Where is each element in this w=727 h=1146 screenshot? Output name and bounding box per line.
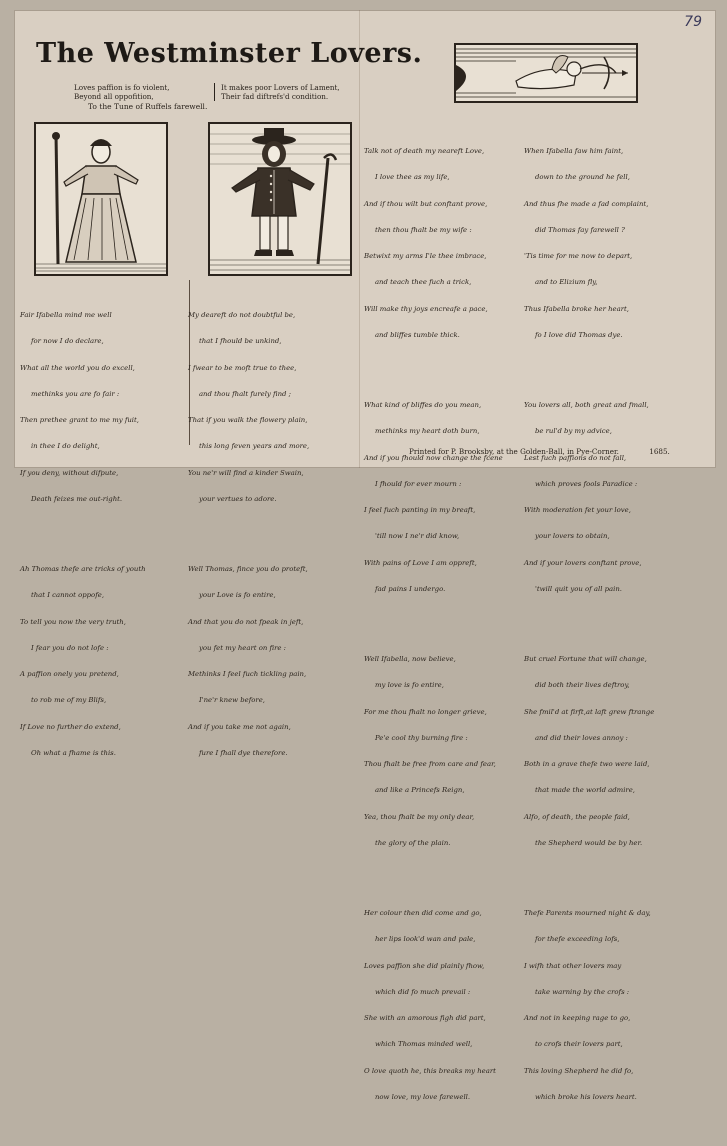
verse-line: that made the world admire,	[524, 786, 635, 795]
verse-line: You lovers all, both great and fmall,	[524, 401, 649, 409]
printer-text: Printed for P. Brooksby, at the Golden-Ball, in Pye-Corner.	[409, 447, 619, 456]
subtitle-right	[221, 83, 381, 101]
woodcut-woman	[34, 122, 168, 276]
verse-line: With moderation fet your love,	[524, 506, 631, 514]
stanza	[20, 294, 192, 522]
verse-column-1	[20, 276, 192, 802]
verse-line: And that you do not fpeak in jeft,	[188, 617, 304, 626]
verse-line: What kind of bliffes do you mean,	[364, 401, 482, 409]
man-figure-icon	[210, 124, 350, 274]
verse-line: 'Tis time for me now to depart,	[524, 252, 633, 260]
verse-line: which broke his lovers heart.	[524, 1092, 637, 1101]
verse-line: to rob me of my Blifs,	[20, 696, 107, 705]
subtitle-right-line: It makes poor Lovers of Lament,	[221, 83, 340, 92]
verse-line: I fwear to be moft true to thee,	[188, 363, 297, 372]
verse-line: which Thomas minded well,	[364, 1040, 473, 1049]
verse-line: She fmil'd at firft,at laft grew ftrange	[524, 707, 655, 716]
verse-line: which proves fools Paradice :	[524, 479, 638, 488]
verse-column-2	[188, 276, 358, 802]
verse-line: for now I do declare,	[20, 337, 104, 346]
subtitle-left	[74, 83, 204, 101]
verse-column-4	[524, 112, 694, 1146]
verse-line: the Shepherd would be by her.	[524, 838, 643, 847]
verse-line: I feel fuch panting in my breaft,	[364, 506, 476, 514]
verse-line: Well Ifabella, now believe,	[364, 655, 456, 663]
verse-line: and like a Princefs Reign,	[364, 786, 465, 795]
verse-line: and did their loves annoy :	[524, 733, 628, 742]
verse-line: O love quoth he, this breaks my heart	[364, 1066, 496, 1075]
verse-line: To tell you now the very truth,	[20, 617, 126, 626]
verse-line: then thou fhalt be my wife :	[364, 225, 472, 234]
verse-line: fure I fhall dye therefore.	[188, 748, 288, 757]
verse-line: And not in keeping rage to go,	[524, 1014, 631, 1022]
verse-line: Both in a grave thefe two were laid,	[524, 760, 650, 768]
stanza	[364, 892, 534, 1120]
verse-line: and teach thee fuch a trick,	[364, 278, 472, 287]
stanza	[524, 384, 694, 612]
fold-crease	[359, 10, 360, 468]
verse-line: With pains of Love I am oppreft,	[364, 558, 477, 567]
verse-line: 'till now I ne'r did know,	[364, 532, 460, 541]
subtitle-left-line: Loves paffion is fo violent,	[74, 83, 170, 92]
verse-line: Oh what a fhame is this.	[20, 748, 116, 757]
verse-line: She with an amorous figh did part,	[364, 1014, 486, 1022]
verse-column-3	[364, 112, 534, 1146]
verse-line: And if you take me not again,	[188, 722, 291, 731]
verse-line: and thou fhalt furely find ;	[188, 389, 291, 398]
verse-line: If Love no further do extend,	[20, 722, 121, 731]
verse-line: her lips look'd wan and pale,	[364, 935, 476, 944]
stanza	[20, 548, 192, 776]
verse-line: Ah Thomas thefe are tricks of youth	[20, 565, 146, 573]
stanza	[524, 130, 694, 358]
verse-line: Will make thy joys encreafe a pace,	[364, 304, 488, 313]
stanza	[364, 384, 534, 612]
verse-line: 'twill quit you of all pain.	[524, 584, 622, 593]
verse-line: and to Elizium fly,	[524, 278, 598, 287]
woodcut-cupid	[454, 43, 638, 103]
broadside-sheet	[14, 10, 716, 1101]
verse-line: I love thee as my life,	[364, 173, 450, 182]
verse-line: Pe'e cool thy burning fire :	[364, 733, 468, 742]
verse-line: Her colour then did come and go,	[364, 909, 482, 917]
verse-line: Betwixt my arms I'le thee imbrace,	[364, 252, 487, 260]
verse-line: For me thou fhalt no longer grieve,	[364, 707, 487, 716]
ballad-title: The Westminster Lovers.	[36, 38, 423, 69]
verse-line: Talk not of death my neareft Love,	[364, 147, 485, 155]
verse-line: which did fo much prevail :	[364, 987, 471, 996]
verse-line: did both their lives deftroy,	[524, 681, 630, 690]
verse-line: Thefe Parents mourned night & day,	[524, 909, 651, 917]
verse-line: A paffion onely you pretend,	[20, 670, 119, 678]
verse-line: you fet my heart on fire :	[188, 643, 286, 652]
verse-line: the glory of the plain.	[364, 838, 451, 847]
verse-line: Thou fhalt be free from care and fear,	[364, 760, 496, 768]
verse-line: Fair Ifabella mind me well	[20, 311, 112, 319]
verse-line: Death feizes me out-right.	[20, 494, 123, 503]
verse-line: to crofs their lovers part,	[524, 1040, 623, 1049]
verse-line: I wifh that other lovers may	[524, 961, 622, 970]
verse-line: This loving Shepherd he did fo,	[524, 1066, 634, 1075]
verse-line: What all the world you do excell,	[20, 363, 135, 372]
verse-line: in thee I do delight,	[20, 442, 100, 451]
verse-line: and bliffes tumble thick.	[364, 330, 460, 339]
stanza	[524, 638, 694, 866]
verse-line: fad pains I undergo.	[364, 584, 446, 593]
tune-line: To the Tune of Ruffels farewell.	[88, 102, 208, 111]
verse-line: And if you fhould now change the fcene	[364, 453, 503, 462]
verse-line: My deareft do not doubtful be,	[188, 311, 296, 319]
stanza	[364, 130, 534, 358]
verse-line: now love, my love farewell.	[364, 1092, 471, 1101]
verse-line: That if you walk the flowery plain,	[188, 416, 308, 424]
verse-line: I fear you do not lofe :	[20, 643, 109, 652]
verse-line: Well Thomas, fince you do proteft,	[188, 565, 308, 573]
verse-line: Thus Ifabella broke her heart,	[524, 304, 629, 313]
verse-line: your vertues to adore.	[188, 494, 277, 503]
verse-line: Alfo, of death, the people faid,	[524, 812, 630, 821]
woodcut-man	[208, 122, 352, 276]
stanza	[524, 892, 694, 1120]
verse-line: When Ifabella faw him faint,	[524, 147, 624, 155]
verse-line: down to the ground he fell,	[524, 173, 630, 182]
verse-line: Yea, thou fhalt be my only dear,	[364, 812, 475, 821]
stanza	[188, 294, 358, 522]
subtitle-divider	[214, 83, 215, 101]
cupid-archer-icon	[456, 45, 636, 101]
verse-line: be rul'd by my advice,	[524, 427, 612, 436]
verse-line: If you deny, without difpute,	[20, 468, 119, 477]
imprint-line	[409, 447, 670, 456]
verse-line: And if your lovers conftant prove,	[524, 558, 642, 567]
imprint-year: 1685.	[649, 447, 670, 456]
subtitle-left-line: Beyond all oppofition,	[74, 92, 154, 101]
verse-line: your lovers to obtain,	[524, 532, 610, 541]
verse-line: Loves paffion she did plainly fhow,	[364, 961, 485, 970]
page-number: 79	[684, 14, 702, 30]
verse-line: Lest fuch paffions do not fall,	[524, 453, 627, 462]
verse-line: You ne'r will find a kinder Swain,	[188, 468, 304, 477]
verse-line: methinks my heart doth burn,	[364, 427, 480, 436]
verse-line: did Thomas fay farewell ?	[524, 225, 625, 234]
stanza	[188, 548, 358, 776]
verse-line: I'ne'r knew before,	[188, 696, 265, 705]
verse-line: And if thou wilt but conftant prove,	[364, 199, 488, 208]
verse-line: Then prethee grant to me my fuit,	[20, 416, 139, 424]
verse-line: I fhould for ever mourn :	[364, 479, 462, 488]
verse-line: for thefe exceeding lofs,	[524, 935, 620, 944]
stanza	[364, 638, 534, 866]
subtitle-right-line: Their fad diftrefs'd condition.	[221, 92, 329, 101]
verse-line: methinks you are fo fair :	[20, 389, 120, 398]
verse-line: But cruel Fortune that will change,	[524, 655, 647, 663]
verse-line: Methinks I feel fuch tickling pain,	[188, 670, 307, 678]
verse-line: fo I love did Thomas dye.	[524, 330, 623, 339]
verse-line: And thus fhe made a fad complaint,	[524, 199, 649, 208]
verse-line: that I cannot oppofe,	[20, 591, 105, 600]
verse-line: take warning by the crofs :	[524, 987, 630, 996]
verse-line: this long feven years and more,	[188, 442, 310, 451]
verse-line: my love is fo entire,	[364, 681, 444, 690]
woman-figure-icon	[36, 124, 166, 274]
verse-line: that I fhould be unkind,	[188, 337, 282, 346]
verse-line: your Love is fo entire,	[188, 591, 276, 600]
